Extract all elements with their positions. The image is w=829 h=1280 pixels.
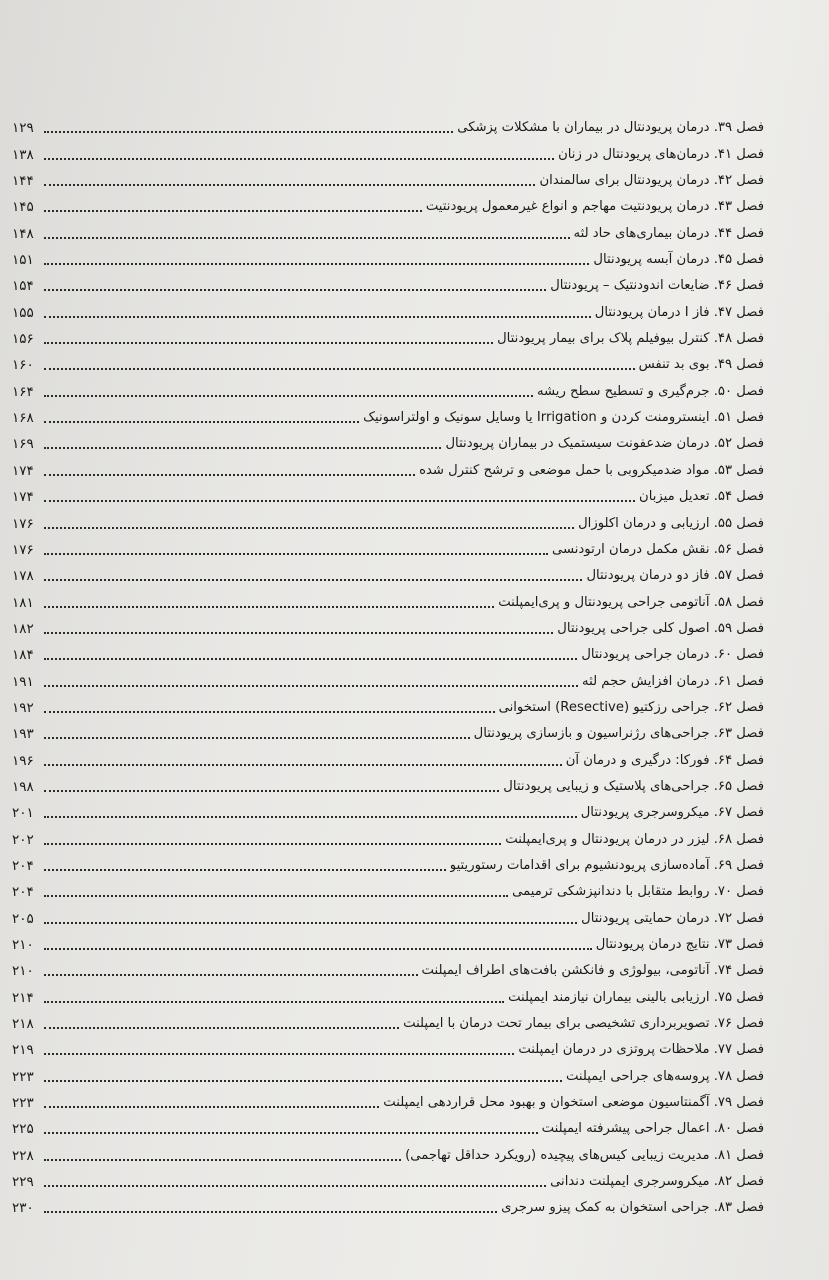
toc-chapter-title: فصل ۴۷. فاز I درمان پریودنتال [594, 304, 764, 320]
toc-chapter-title: فصل ۸۰. اعمال جراحی پیشرفته ایمپلنت [541, 1121, 764, 1137]
toc-chapter-title: فصل ۷۴. آناتومی، بیولوژی و فانکشن بافت‌های اطراف ایمپلنت [421, 963, 764, 979]
toc-chapter-title: فصل ۶۳. جراحی‌های رژنراسیون و بازسازی پریودنتال [473, 726, 764, 742]
toc-entry [12, 564, 764, 590]
toc-chapter-title: فصل ۶۵. جراحی‌های پلاستیک و زیبایی پریودنتال [503, 778, 764, 794]
dot-leader [44, 764, 562, 766]
dot-leader [44, 368, 635, 370]
toc-entry [12, 116, 764, 142]
toc-chapter-title: فصل ۴۹. بوی بد تنفس [638, 357, 764, 373]
toc-chapter-title: فصل ۶۱. درمان افزایش حجم لثه [582, 673, 764, 689]
toc-entry [12, 274, 764, 300]
toc-entry [12, 1064, 764, 1090]
toc-chapter-title: فصل ۴۵. درمان آبسه پریودنتال [593, 252, 764, 268]
toc-chapter-title: فصل ۷۸. پروسه‌های جراحی ایمپلنت [565, 1068, 764, 1084]
dot-leader [44, 158, 554, 160]
dot-leader [44, 237, 570, 239]
toc-page-number: ۲۰۴ [12, 857, 34, 874]
toc-entry [12, 722, 764, 748]
toc-entry [12, 1038, 764, 1064]
toc-chapter-title: فصل ۵۳. مواد ضدمیکروبی با حمل موضعی و ترشح کنترل شده [419, 462, 764, 478]
toc-chapter-title: فصل ۶۴. فورکا: درگیری و درمان آن [565, 752, 764, 768]
toc-page-number: ۲۱۹ [12, 1042, 34, 1059]
toc-chapter-title: فصل ۳۹. درمان پریودنتال در بیماران با مشکلات پزشکی [457, 120, 764, 136]
dot-leader [44, 790, 499, 792]
table-of-contents [12, 116, 764, 1222]
dot-leader [44, 869, 446, 871]
toc-page-number: ۱۷۸ [12, 568, 34, 585]
toc-page-number: ۲۱۸ [12, 1016, 34, 1033]
toc-entry [12, 1170, 764, 1196]
toc-entry [12, 748, 764, 774]
dot-leader [44, 632, 553, 634]
dot-leader [44, 447, 441, 449]
toc-page-number: ۲۰۲ [12, 831, 34, 848]
toc-entry [12, 327, 764, 353]
dot-leader [44, 1001, 504, 1003]
dot-leader [44, 922, 577, 924]
toc-page-number: ۱۸۴ [12, 647, 34, 664]
dot-leader [44, 974, 418, 976]
dot-leader [44, 1053, 514, 1055]
toc-entry [12, 538, 764, 564]
toc-page-number: ۲۰۱ [12, 805, 34, 822]
toc-entry [12, 590, 764, 616]
dot-leader [44, 421, 359, 423]
toc-chapter-title: فصل ۵۴. تعدیل میزبان [639, 489, 764, 505]
toc-page-number: ۱۵۵ [12, 304, 34, 321]
toc-entry [12, 1196, 764, 1222]
toc-page-number: ۱۳۸ [12, 146, 34, 163]
toc-entry [12, 801, 764, 827]
toc-chapter-title: فصل ۴۶. ضایعات اندودنتیک – پریودنتال [550, 278, 764, 294]
toc-chapter-title: فصل ۶۹. آماده‌سازی پریودنشیوم برای اقدامات رستوریتیو [449, 857, 764, 873]
toc-page-number: ۱۷۶ [12, 541, 34, 558]
toc-page-number: ۲۲۹ [12, 1174, 34, 1191]
toc-entry [12, 432, 764, 458]
toc-chapter-title: فصل ۵۶. نقش مکمل درمان ارتودنسی [552, 541, 764, 557]
dot-leader [44, 1159, 401, 1161]
toc-entry [12, 1012, 764, 1038]
toc-page-number: ۱۹۱ [12, 673, 34, 690]
toc-entry [12, 643, 764, 669]
dot-leader [44, 553, 548, 555]
toc-chapter-title: فصل ۶۰. درمان جراحی پریودنتال [581, 647, 764, 663]
toc-chapter-title: فصل ۵۵. ارزیابی و درمان اکلوزال [578, 515, 764, 531]
toc-page-number: ۱۷۴ [12, 462, 34, 479]
toc-entry [12, 406, 764, 432]
toc-chapter-title: فصل ۴۸. کنترل بیوفیلم پلاک برای بیمار پریودنتال [497, 331, 764, 347]
toc-chapter-title: فصل ۷۰. روابط متقابل با دندانپزشکی ترمیمی [512, 884, 764, 900]
toc-chapter-title: فصل ۶۲. جراحی رزکتیو (Resective) استخوانی [498, 699, 764, 715]
toc-page-number: ۱۸۱ [12, 594, 34, 611]
toc-entry [12, 854, 764, 880]
toc-entry [12, 379, 764, 405]
toc-page-number: ۲۱۰ [12, 963, 34, 980]
dot-leader [44, 579, 582, 581]
dot-leader [44, 606, 494, 608]
dot-leader [44, 184, 535, 186]
toc-page-number: ۲۲۳ [12, 1068, 34, 1085]
toc-chapter-title: فصل ۵۷. فاز دو درمان پریودنتال [586, 568, 764, 584]
dot-leader [44, 210, 422, 212]
toc-page-number: ۱۴۵ [12, 199, 34, 216]
dot-leader [44, 316, 591, 318]
toc-page-number: ۱۶۰ [12, 357, 34, 374]
toc-chapter-title: فصل ۷۶. تصویربرداری تشخیصی برای بیمار تحت درمان با ایمپلنت [403, 1016, 764, 1032]
dot-leader [44, 1132, 538, 1134]
dot-leader [44, 500, 635, 502]
toc-page-number: ۲۳۰ [12, 1200, 34, 1217]
dot-leader [44, 1027, 399, 1029]
toc-chapter-title: فصل ۷۳. نتایج درمان پریودنتال [595, 937, 764, 952]
toc-chapter-title: فصل ۸۳. جراحی استخوان به کمک پیزو سرجری [501, 1200, 764, 1216]
toc-entry [12, 959, 764, 985]
toc-page-number: ۱۶۴ [12, 383, 34, 400]
toc-chapter-title: فصل ۵۸. آناتومی جراحی پریودنتال و پری‌ایمپلنت [498, 594, 764, 610]
dot-leader [44, 289, 546, 291]
toc-entry [12, 617, 764, 643]
toc-entry [12, 775, 764, 801]
dot-leader [44, 1185, 546, 1187]
toc-entry [12, 169, 764, 195]
toc-entry [12, 1091, 764, 1117]
toc-chapter-title: فصل ۵۹. اصول کلی جراحی پریودنتال [557, 620, 764, 636]
toc-chapter-title: فصل ۷۷. ملاحظات پروتزی در درمان ایمپلنت [518, 1042, 764, 1058]
toc-entry [12, 248, 764, 274]
toc-page-number: ۱۵۱ [12, 252, 34, 269]
dot-leader [44, 1106, 379, 1108]
dot-leader [44, 1080, 562, 1082]
toc-page-number: ۱۹۶ [12, 752, 34, 769]
toc-page-number: ۲۲۳ [12, 1095, 34, 1112]
toc-chapter-title: فصل ۴۳. درمان پریودنتیت مهاجم و انواع غیرمعمول پریودنتیت [425, 199, 764, 215]
toc-entry [12, 221, 764, 247]
toc-entry [12, 1143, 764, 1169]
toc-chapter-title: فصل ۸۲. میکروسرجری ایمپلنت دندانی [550, 1174, 764, 1190]
toc-chapter-title: فصل ۷۲. درمان حمایتی پریودنتال [581, 910, 764, 926]
toc-page-number: ۲۱۴ [12, 989, 34, 1006]
toc-page-number: ۱۷۴ [12, 489, 34, 506]
toc-page-number: ۱۸۲ [12, 620, 34, 637]
dot-leader [44, 948, 592, 950]
toc-page-number: ۱۹۸ [12, 778, 34, 795]
dot-leader [44, 342, 493, 344]
toc-chapter-title: فصل ۴۴. درمان بیماری‌های حاد لثه [573, 225, 764, 241]
toc-entry [12, 933, 764, 959]
toc-chapter-title: فصل ۷۹. آگمنتاسیون موضعی استخوان و بهبود محل قراردهی ایمپلنت [383, 1095, 764, 1111]
dot-leader [44, 527, 574, 529]
toc-entry [12, 669, 764, 695]
toc-entry [12, 485, 764, 511]
toc-chapter-title: فصل ۴۲. درمان پریودنتال برای سالمندان [539, 173, 764, 189]
toc-chapter-title: فصل ۵۰. جرم‌گیری و تسطیح سطح ریشه [536, 383, 764, 399]
toc-chapter-title: فصل ۵۲. درمان ضدعفونت سیستمیک در بیماران پریودنتال [445, 436, 764, 452]
toc-page-number: ۱۹۲ [12, 699, 34, 716]
toc-page-number: ۲۲۵ [12, 1121, 34, 1138]
dot-leader [44, 658, 577, 660]
toc-entry [12, 142, 764, 168]
toc-page-number: ۱۲۹ [12, 120, 34, 137]
toc-entry [12, 696, 764, 722]
toc-entry [12, 906, 764, 932]
dot-leader [44, 737, 470, 739]
dot-leader [44, 711, 495, 713]
toc-page-number: ۲۲۸ [12, 1147, 34, 1164]
toc-entry [12, 353, 764, 379]
toc-page-number: ۱۹۳ [12, 726, 34, 743]
toc-page-number: ۱۶۹ [12, 436, 34, 453]
toc-page-number: ۱۷۶ [12, 515, 34, 532]
dot-leader [44, 895, 508, 897]
toc-entry [12, 1117, 764, 1143]
dot-leader [44, 263, 589, 265]
toc-chapter-title: فصل ۸۱. مدیریت زیبایی کیس‌های پیچیده (رویکرد حداقل تهاجمی) [405, 1147, 764, 1163]
toc-entry [12, 300, 764, 326]
toc-page-number: ۲۰۵ [12, 910, 34, 927]
toc-page-number: ۱۵۴ [12, 278, 34, 295]
dot-leader [44, 685, 578, 687]
toc-entry [12, 827, 764, 853]
toc-page-number: ۲۰۴ [12, 884, 34, 901]
dot-leader [44, 843, 501, 845]
toc-chapter-title: فصل ۶۸. لیزر در درمان پریودنتال و پری‌ایمپلنت [505, 831, 764, 847]
dot-leader [44, 1211, 497, 1213]
toc-chapter-title: فصل ۷۵. ارزیابی بالینی بیماران نیازمند ایمپلنت [508, 989, 764, 1005]
toc-page-number: ۱۴۸ [12, 225, 34, 242]
toc-chapter-title: فصل ۴۱. درمان‌های پریودنتال در زنان [558, 146, 764, 162]
dot-leader [44, 474, 415, 476]
toc-chapter-title: فصل ۶۷. میکروسرجری پریودنتال [580, 805, 764, 821]
toc-page-number: ۲۱۰ [12, 937, 34, 953]
toc-entry [12, 458, 764, 484]
toc-page-number: ۱۶۸ [12, 410, 34, 427]
toc-chapter-title: فصل ۵۱. اینسترومنت کردن و Irrigation یا وسایل سونیک و اولتراسونیک [363, 410, 764, 426]
toc-entry [12, 880, 764, 906]
dot-leader [44, 816, 577, 818]
toc-page-number: ۱۵۶ [12, 331, 34, 348]
toc-page-number: ۱۴۴ [12, 173, 34, 190]
dot-leader [44, 395, 533, 397]
toc-entry [12, 511, 764, 537]
toc-entry [12, 985, 764, 1011]
toc-entry [12, 195, 764, 221]
dot-leader [44, 131, 453, 133]
